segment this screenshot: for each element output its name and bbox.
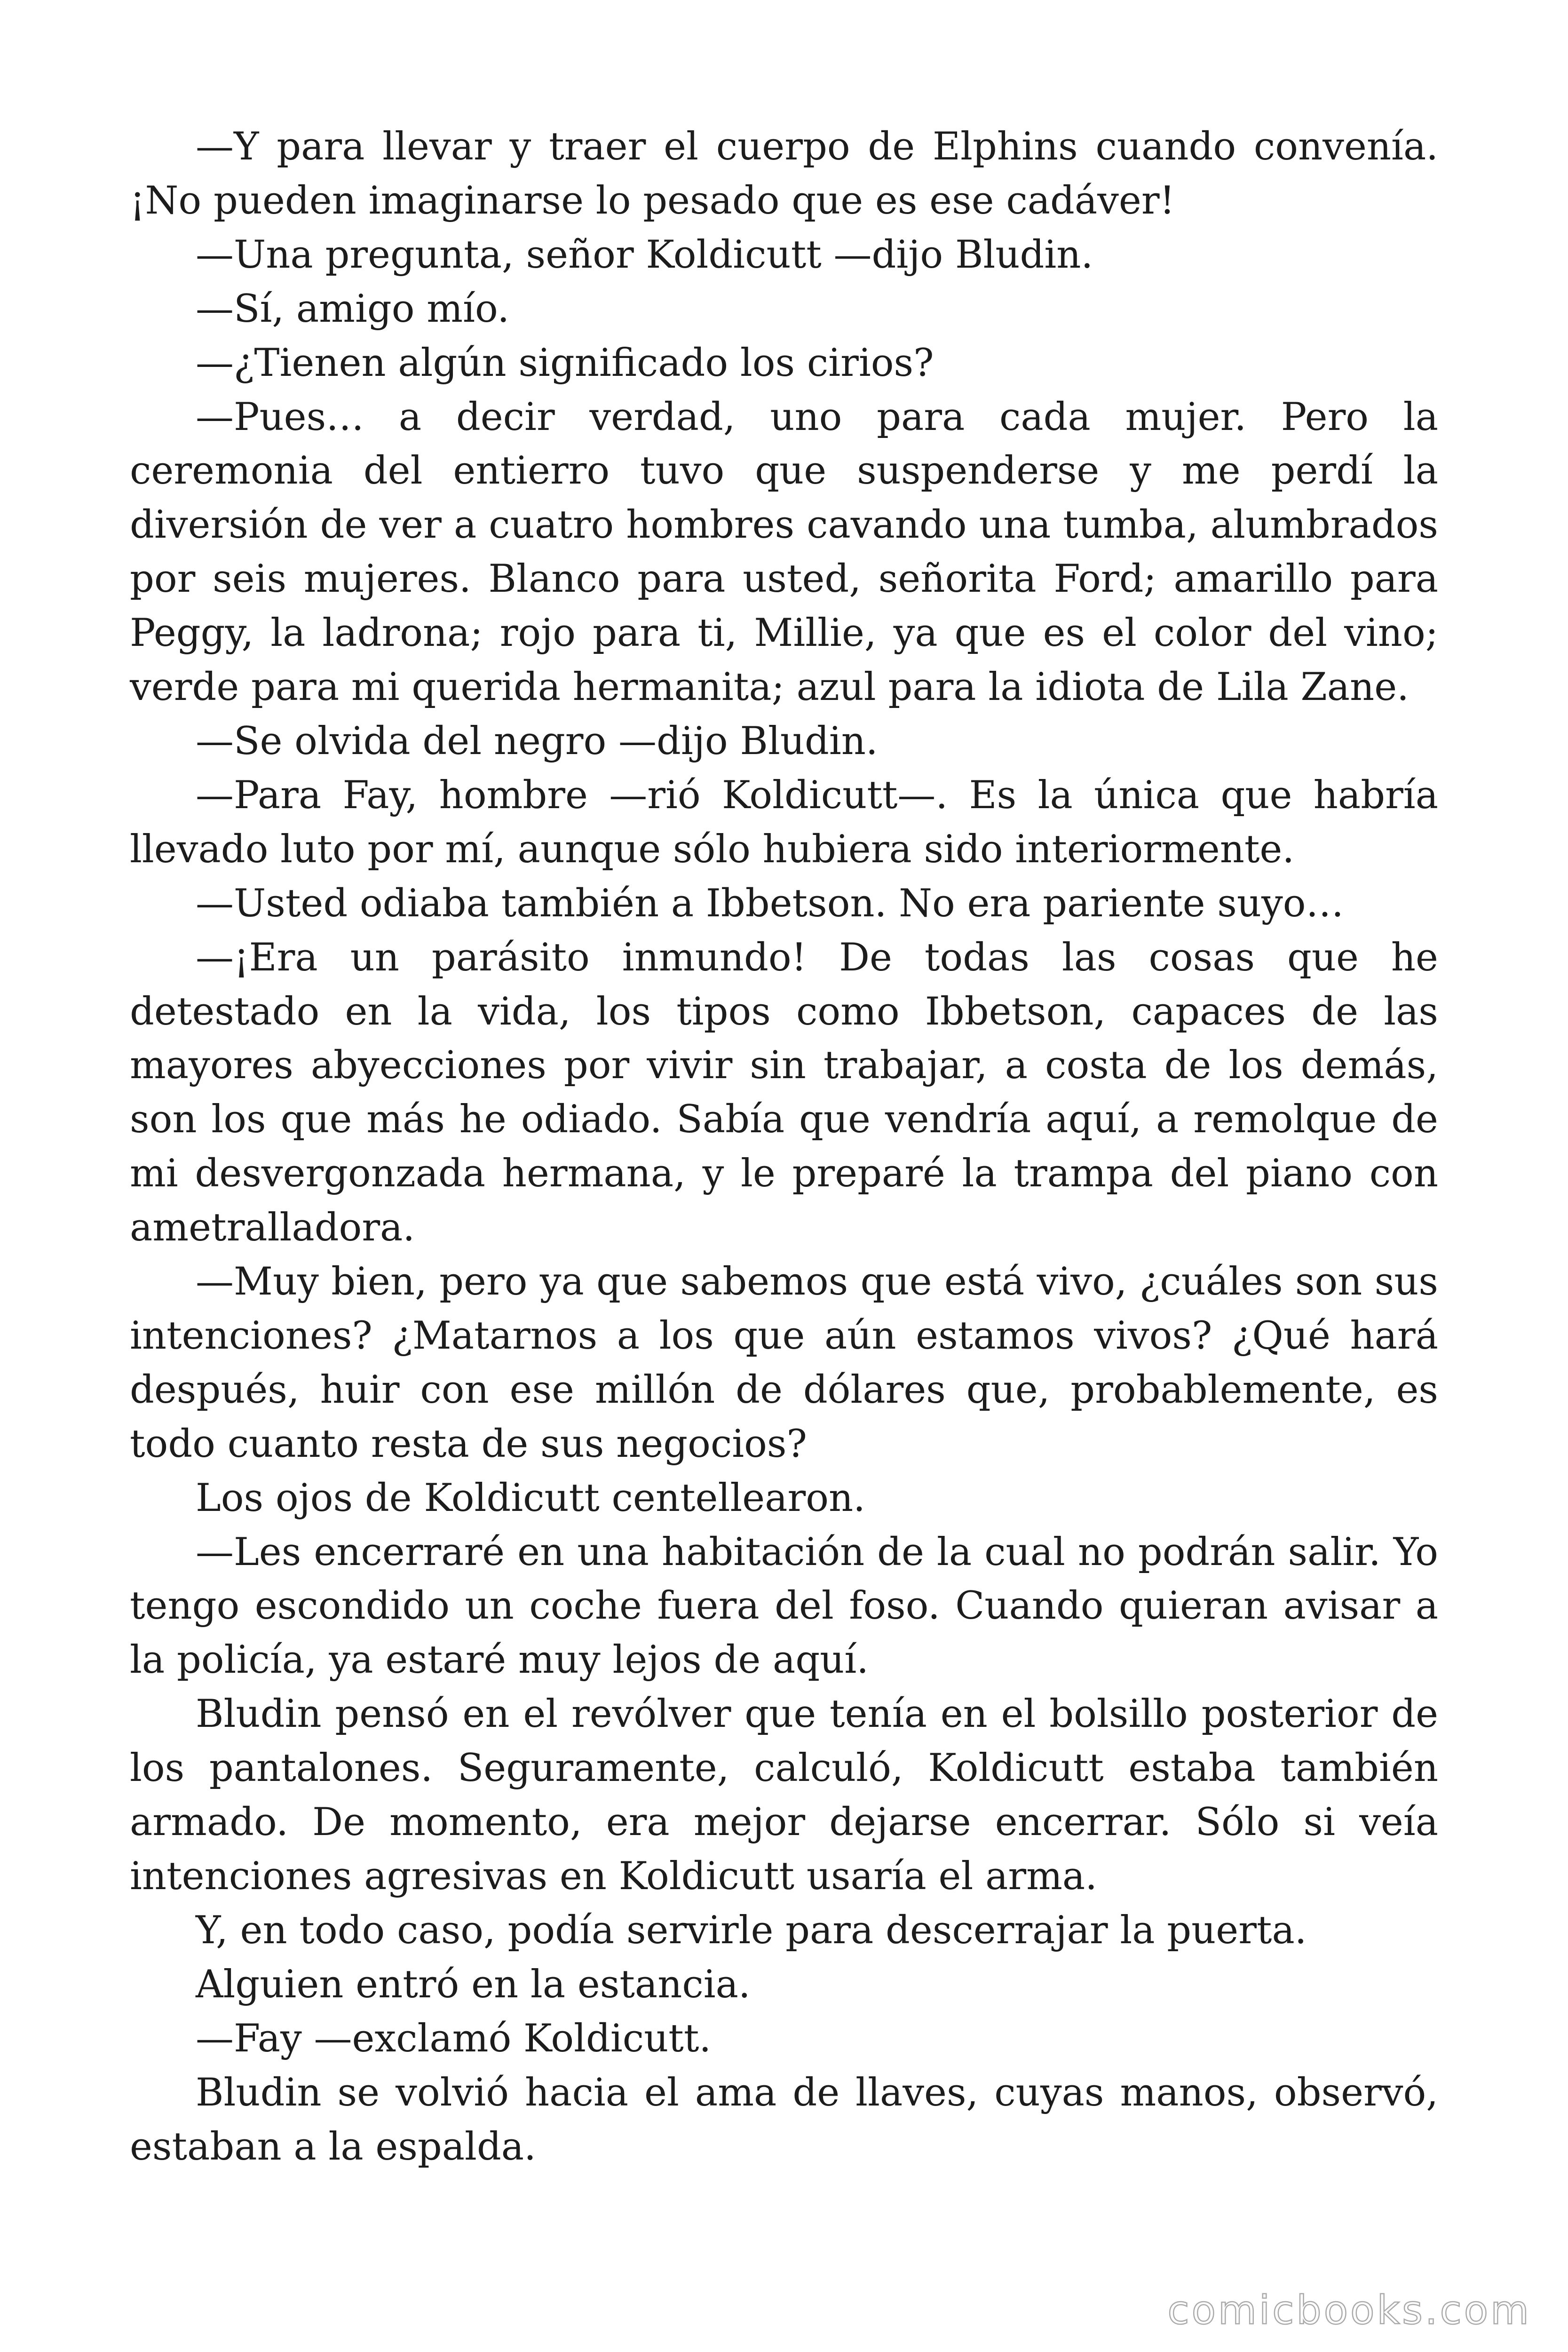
paragraph: Y, en todo caso, podía servirle para descerrajar la puerta. bbox=[196, 1908, 1307, 1953]
body-text bbox=[130, 120, 1438, 2174]
paragraph: Los ojos de Koldicutt centellearon. bbox=[196, 1476, 865, 1520]
paragraph: Alguien entró en la estancia. bbox=[196, 1962, 751, 2007]
paragraph: —Para Fay, hombre —rió Koldicutt—. Es la única que habría llevado luto por mí, aunque sólo hubiera sido interiormente. bbox=[130, 773, 1438, 872]
paragraph: —Usted odiaba también a Ibbetson. No era pariente suyo… bbox=[196, 881, 1344, 926]
paragraph: —¡Era un parásito inmundo! De todas las cosas que he detestado en la vida, los tipos como Ibbetson, capaces de las mayores abyecciones por vivir sin trabajar, a costa de los demás, son los que más he odiado. Sabía que vendría aquí, a remolque de mi desvergonzada hermana, y le preparé la trampa del piano con ametralladora. bbox=[130, 935, 1438, 1250]
paragraph: —Muy bien, pero ya que sabemos que está vivo, ¿cuáles son sus intenciones? ¿Matarnos a los que aún estamos vivos? ¿Qué hará después, huir con ese millón de dólares que, probablemente, es todo cuanto resta de sus negocios? bbox=[130, 1260, 1438, 1466]
paragraph: —Fay —exclamó Koldicutt. bbox=[196, 2016, 712, 2061]
paragraph: —Y para llevar y traer el cuerpo de Elphins cuando convenía. ¡No pueden imaginarse lo pesado que es ese cadáver! bbox=[130, 125, 1438, 223]
paragraph: Bludin pensó en el revólver que tenía en el bolsillo posterior de los pantalones. Seguramente, calculó, Koldicutt estaba también armado. De momento, era mejor dejarse encerrar. Sólo si veía intenciones agresivas en Koldicutt usaría el arma. bbox=[130, 1692, 1438, 1899]
paragraph: —Les encerraré en una habitación de la cual no podrán salir. Yo tengo escondido un coche fuera del foso. Cuando quieran avisar a la policía, ya estaré muy lejos de aquí. bbox=[130, 1530, 1438, 1683]
paragraph: —Sí, amigo mío. bbox=[196, 286, 510, 331]
paragraph: —Una pregunta, señor Koldicutt —dijo Bludin. bbox=[196, 232, 1093, 277]
watermark: comicbooks.com bbox=[1167, 2287, 1531, 2333]
paragraph: Bludin se volvió hacia el ama de llaves, cuyas manos, observó, estaban a la espalda. bbox=[130, 2070, 1438, 2169]
paragraph: —Pues… a decir verdad, uno para cada mujer. Pero la ceremonia del entierro tuvo que suspenderse y me perdí la diversión de ver a cuatro hombres cavando una tumba, alumbrados por seis mujeres. Blanco para usted, señorita Ford; amarillo para Peggy, la ladrona; rojo para ti, Millie, ya que es el color del vino; verde para mi querida hermanita; azul para la idiota de Lila Zane. bbox=[130, 395, 1438, 710]
paragraph: —¿Tienen algún significado los cirios? bbox=[196, 341, 934, 385]
paragraph: —Se olvida del negro —dijo Bludin. bbox=[196, 719, 878, 763]
